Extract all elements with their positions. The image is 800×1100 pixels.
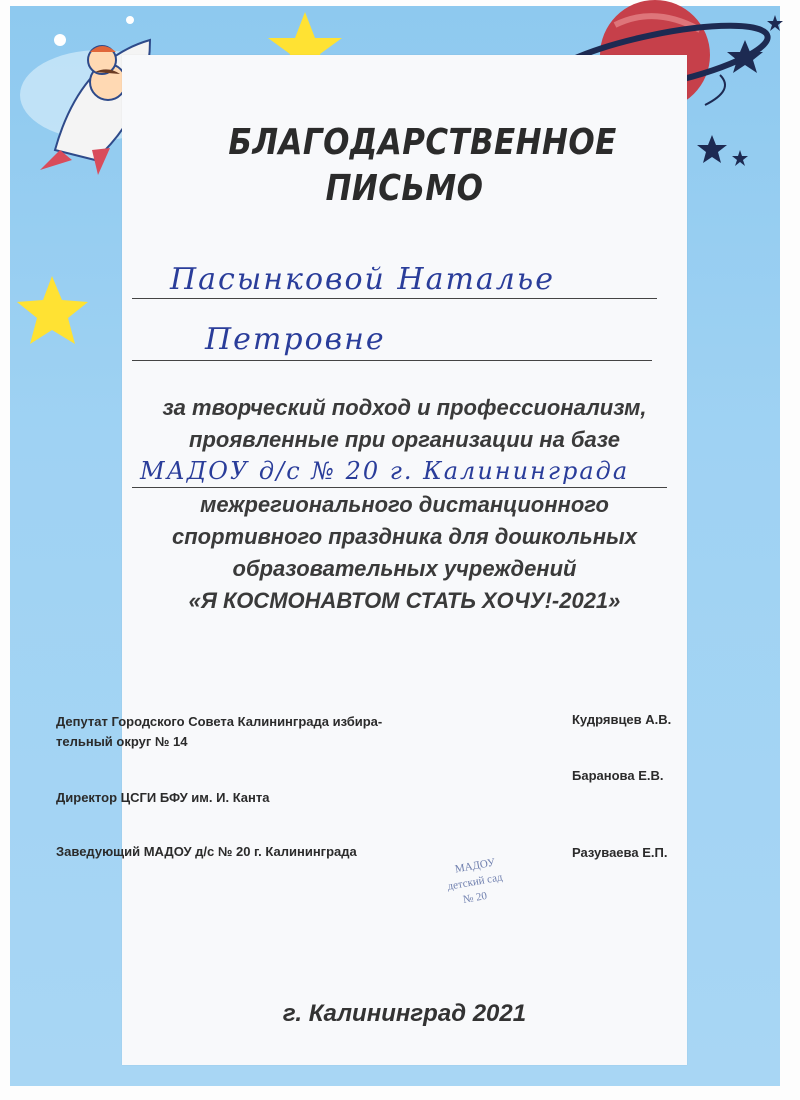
recipient-name-line1: Пасынковой Наталье (170, 262, 555, 297)
city-year: г. Калининград 2021 (282, 1000, 527, 1027)
event-line3: образовательных учреждений (232, 556, 577, 581)
event-name: «Я КОСМОНАВТОМ СТАТЬ ХОЧУ!-2021» (188, 588, 621, 613)
signatory-name: Разуваева Е.П. (572, 845, 668, 860)
fill-line (132, 298, 657, 299)
signatory-name: Кудрявцев А.В. (572, 712, 672, 727)
reason-line2: проявленные при организации на базе (189, 427, 620, 452)
event-line2: спортивного праздника для дошкольных (171, 524, 638, 549)
signatory-role: Директор ЦСГИ БФУ им. И. Канта (56, 790, 270, 805)
star-icon (17, 276, 88, 344)
recipient-name-line2: Петровне (205, 322, 386, 357)
reason-line1: за творческий подход и профессионализм, (162, 395, 647, 420)
fill-line (132, 487, 667, 488)
signatory-role (56, 712, 382, 752)
fill-line (132, 360, 652, 361)
signatory-role: Заведующий МАДОУ д/с № 20 г. Калининграда (56, 844, 357, 859)
institution-handwritten: МАДОУ д/с № 20 г. Калининграда (140, 457, 630, 485)
stamp-text: детский сад (446, 871, 504, 893)
event-line1: межрегионального дистанционного (200, 492, 609, 517)
stamp-text: МАДОУ (454, 856, 496, 876)
signatory-role-line: Депутат Городского Совета Калининграда избира- (56, 714, 383, 729)
stamp-text: № 20 (462, 889, 488, 907)
certificate-title-line1: БЛАГОДАРСТВЕННОЕ (228, 122, 617, 163)
signatory-name: Баранова Е.В. (572, 768, 664, 783)
signatory-role-line: тельный округ № 14 (56, 734, 188, 749)
certificate-title-line2: ПИСЬМО (325, 168, 484, 209)
